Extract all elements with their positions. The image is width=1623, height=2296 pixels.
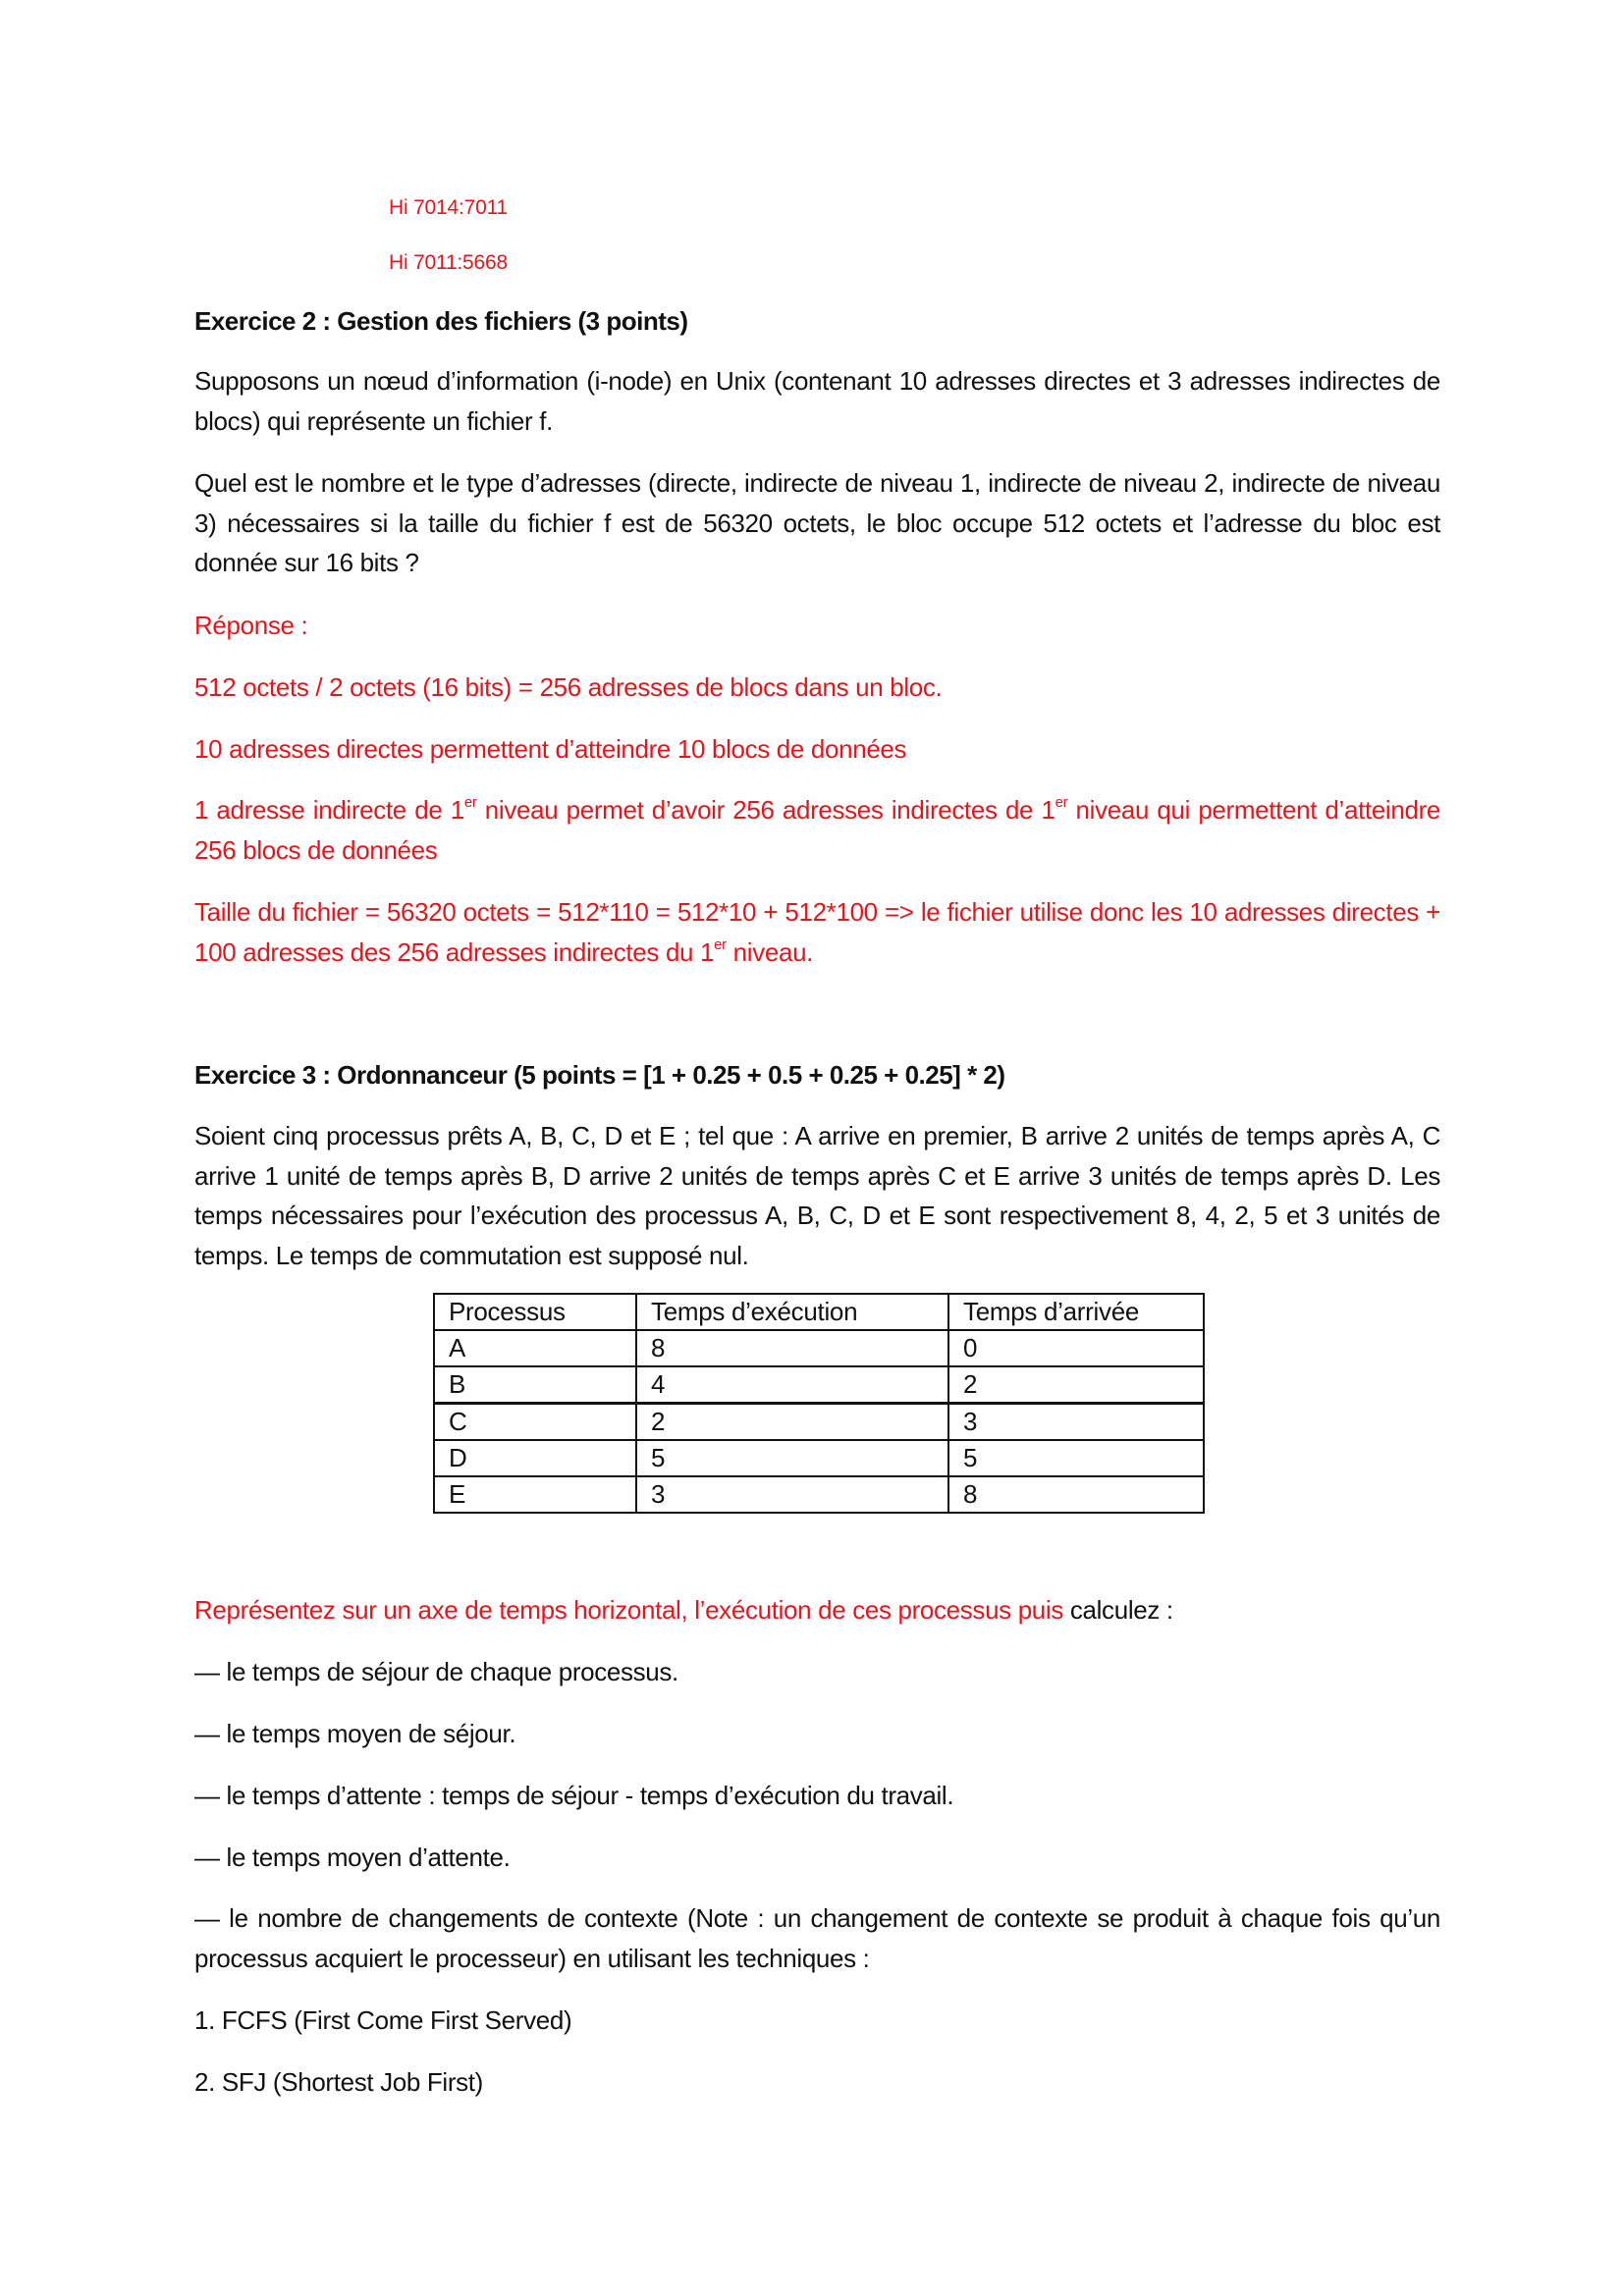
- instruction-black-part: calculez :: [1063, 1595, 1173, 1625]
- answer-label: Réponse :: [194, 611, 308, 640]
- table-cell: A: [434, 1330, 636, 1366]
- table-cell: E: [434, 1476, 636, 1513]
- bullet-item: — le temps moyen d’attente.: [194, 1842, 511, 1872]
- technique-item: 2. SFJ (Shortest Job First): [194, 2067, 483, 2097]
- answer-line-4-part-b: niveau.: [726, 936, 814, 967]
- table-header-cell: Processus: [434, 1294, 636, 1330]
- note-line-2: Hi 7011:5668: [389, 251, 508, 274]
- table-cell: 3: [636, 1476, 948, 1513]
- exercise2-title: Exercice 2 : Gestion des fichiers (3 points): [194, 306, 688, 336]
- process-table: [433, 1293, 1205, 1514]
- table-row: [434, 1476, 1204, 1513]
- table-cell: 8: [636, 1330, 948, 1366]
- bullet-item: — le temps d’attente : temps de séjour - temps d’exécution du travail.: [194, 1781, 954, 1810]
- exercise3-title: Exercice 3 : Ordonnanceur (5 points = [1 + 0.25 + 0.5 + 0.25 + 0.25] * 2): [194, 1060, 1005, 1090]
- superscript-er: er: [463, 794, 477, 812]
- bullet-item: — le nombre de changements de contexte (Note : un changement de contexte se produit à chaque fois qu’un processus acquiert le processeur) en utilisant les techniques :: [194, 1903, 1440, 1973]
- table-cell: 2: [636, 1404, 948, 1441]
- instruction-line: [194, 1590, 1440, 1629]
- table-row: [434, 1366, 1204, 1404]
- answer-line-2: 10 adresses directes permettent d’atteindre 10 blocs de données: [194, 734, 907, 764]
- answer-line-3: [194, 790, 1440, 870]
- answer-line-4: [194, 892, 1440, 972]
- table-cell: B: [434, 1366, 636, 1404]
- table-header-row: [434, 1294, 1204, 1330]
- table-cell: 5: [948, 1440, 1204, 1476]
- instruction-red-part: Représentez sur un axe de temps horizontal, l’exécution de ces processus puis: [194, 1595, 1063, 1625]
- note-line-1: Hi 7014:7011: [389, 196, 508, 219]
- table-cell: 4: [636, 1366, 948, 1404]
- table-cell: 2: [948, 1366, 1204, 1404]
- table-cell: C: [434, 1404, 636, 1441]
- superscript-er: er: [714, 935, 727, 953]
- answer-line-1: 512 octets / 2 octets (16 bits) = 256 adresses de blocs dans un bloc.: [194, 672, 943, 702]
- superscript-er: er: [1055, 794, 1068, 812]
- table-cell: 5: [636, 1440, 948, 1476]
- answer-line-4-part-a: Taille du fichier = 56320 octets = 512*110 = 512*10 + 512*100 => le fichier utilise donc les 10 adresses directes + 100 adresses des 256 adresses indirectes du 1: [194, 897, 1440, 967]
- table-cell: D: [434, 1440, 636, 1476]
- table-row: [434, 1330, 1204, 1366]
- bullet-item: — le temps de séjour de chaque processus.: [194, 1657, 678, 1686]
- table-row: [434, 1404, 1204, 1441]
- technique-item: 1. FCFS (First Come First Served): [194, 2005, 572, 2035]
- answer-line-3-part-b: niveau permet d’avoir 256 adresses indirectes de 1: [476, 795, 1055, 825]
- exercise2-statement-p1: Supposons un nœud d’information (i-node) en Unix (contenant 10 adresses directes et 3 adresses indirectes de blocs) qui représente un fichier f.: [194, 366, 1440, 436]
- table-cell: 8: [948, 1476, 1204, 1513]
- exercise3-statement: Soient cinq processus prêts A, B, C, D et E ; tel que : A arrive en premier, B arrive 2 unités de temps après A, C arrive 1 unité de temps après B, D arrive 2 unités de temps après C et E arrive 3 unités de temps après D. Les temps nécessaires pour l’exécution des processus A, B, C, D et E sont respectivement 8, 4, 2, 5 et 3 unités de temps. Le temps de commutation est supposé nul.: [194, 1121, 1440, 1270]
- answer-line-3-part-c: niveau qui permettent d’atteindre 256 blocs de données: [194, 795, 1440, 865]
- bullet-item: — le temps moyen de séjour.: [194, 1719, 516, 1748]
- exercise2-statement-p2: Quel est le nombre et le type d’adresses (directe, indirecte de niveau 1, indirecte de niveau 2, indirecte de niveau 3) nécessaires si la taille du fichier f est de 56320 octets, le bloc occupe 512 octets et l’adresse du bloc est donnée sur 16 bits ?: [194, 468, 1440, 577]
- table-cell: 3: [948, 1404, 1204, 1441]
- table-header-cell: Temps d’exécution: [636, 1294, 948, 1330]
- answer-line-3-part-a: 1 adresse indirecte de 1: [194, 795, 464, 825]
- table-header-cell: Temps d’arrivée: [948, 1294, 1204, 1330]
- table-cell: 0: [948, 1330, 1204, 1366]
- table-row: [434, 1440, 1204, 1476]
